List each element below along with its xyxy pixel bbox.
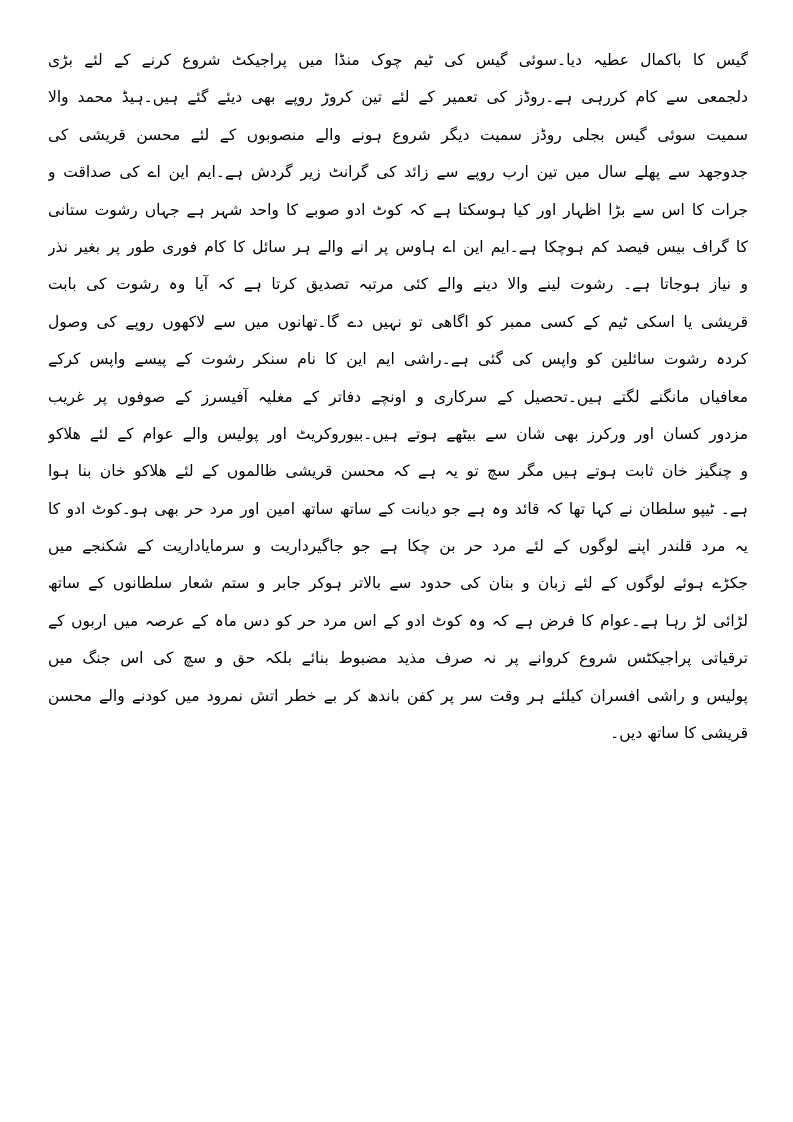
text-line: و نیاز ہوجاتا ہے۔ رشوت لینے والا دینے والے کئی مرتبہ تصدیق کرتا ہے کہ آیا وہ رشوت کی بابت	[48, 275, 748, 294]
text-line: کا گراف بیس فیصد کم ہوچکا ہے۔ایم این اے ہاوس پر انے والے ہر سائل کا کام فوری طور پر بغیر نذر	[48, 237, 748, 256]
text-line: جرات کا اس سے بڑا اظہار اور کیا ہوسکتا ہے کہ کوٹ ادو صوبے کا واحد شہر ہے جہاں رشوت ستانی	[48, 200, 748, 219]
text-line: مزدور کسان اور ورکرز بھی شان سے بیٹھے ہوتے ہیں۔بیوروکریٹ اور پولیس والے عوام کے لئے ھلاکو	[48, 424, 748, 443]
text-line: سمیت سوئی گیس بجلی روڈز سمیت دیگر شروع ہونے والے منصوبوں کے لئے محسن قریشی کی	[48, 125, 748, 144]
text-line-last: قریشی کا ساتھ دیں۔	[610, 724, 748, 743]
text-line: معافیاں مانگنے لگتے ہیں۔تحصیل کے سرکاری و اونچے دفاتر کے مغلیہ آفیسرز کے صوفوں پر غریب	[48, 387, 748, 406]
text-line: جکڑے ہوئے لوگوں کے لئے زبان و بنان کی حدود سے بالاتر ہوکر جابر و ستم شعار سلطانوں کے ساتھ	[48, 574, 748, 593]
text-line: ترقیاتی پراجیکٹس شروع کروانے پر نہ صرف مذید مضبوط بنائے بلکہ حق و سچ کی اس جنگ میں	[48, 649, 748, 668]
text-line: پولیس و راشی افسران کیلئے ہر وقت سر پر کفن باندھ کر بے خطر اتش نمرود میں کودنے والے محسن	[48, 686, 748, 705]
text-line: گیس کا باکمال عطیہ دیا۔سوئی گیس کی ٹیم چوک منڈا میں پراجیکٹ شروع کرنے کے لئے بڑی	[48, 51, 748, 69]
text-line: ہے۔ ٹیپو سلطان نے کہا تھا کہ قائد وہ ہے جو دیانت کے ساتھ ساتھ امین اور مرد حر بھی ہو۔کوٹ ادو کا	[48, 499, 748, 518]
text-line: یہ مرد قلندر اپنے لوگوں کے لئے مرد حر بن چکا ہے جو جاگیرداریت و سرمایاداریت کے شکنجے میں	[48, 537, 748, 556]
text-line: لڑائی لڑ رہا ہے۔عوام کا فرض ہے کہ وہ کوٹ ادو کے اس مرد حر کو دس ماہ کے عرصہ میں اربوں کے	[48, 611, 748, 630]
text-line: کردہ رشوت سائلین کو واپس کی گئی ہے۔راشی ایم این کا نام سنکر رشوت کے پیسے واپس کرکے	[48, 350, 748, 369]
text-line: قریشی یا اسکی ٹیم کے کسی ممبر کو اگاھی تو نہیں دے گا۔تھانوں میں سے لاکھوں روپے کی وصول	[48, 312, 748, 331]
text-line: دلجمعی سے کام کررہی ہے۔روڈز کی تعمیر کے لئے تین کروڑ روپے بھی دیئے گئے ہیں۔ہیڈ محمد والا	[48, 88, 748, 107]
urdu-article-body	[48, 42, 748, 752]
text-line: و چنگیز خان ثابت ہوتے ہیں مگر سچ تو یہ ہے کہ محسن قریشی ظالموں کے لئے ھلاکو خان بنا ہوا	[48, 462, 748, 481]
text-line: جدوجھد سے پھلے سال میں تین ارب روپے سے زائد کی گرانٹ زیر گردش ہے۔ایم این اے کی صداقت و	[48, 163, 748, 182]
